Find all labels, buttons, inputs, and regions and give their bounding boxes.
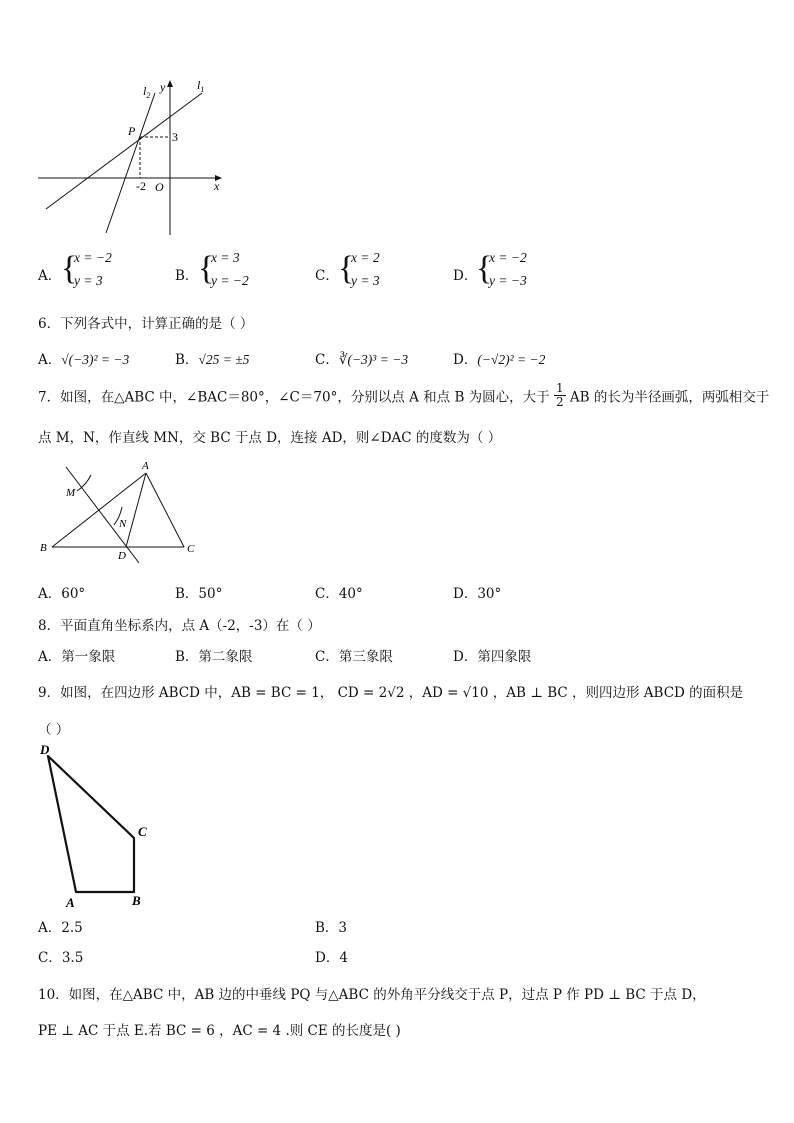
label-D: D [118, 550, 126, 562]
q6-option-d[interactable] [453, 348, 545, 368]
option-text: 第四象限 [477, 649, 532, 665]
q9-option-a[interactable] [38, 916, 83, 936]
equation-x: x = 3 [211, 250, 240, 265]
brace-icon: { [338, 250, 355, 287]
q8-option-a[interactable] [38, 645, 115, 665]
q7-option-b[interactable] [175, 582, 222, 602]
label-C: C [187, 543, 195, 555]
label-B: B [40, 542, 47, 554]
option-letter: A． [38, 920, 62, 936]
option-text: 第二象限 [198, 649, 253, 665]
option-letter: B． [315, 920, 339, 936]
q8-stem: 8．平面直角坐标系内，点 A（-2，-3）在（ ） [38, 618, 321, 634]
option-expr: √(−3)² = −3 [61, 352, 130, 367]
option-letter: C． [315, 649, 339, 665]
q7-option-a[interactable] [38, 582, 85, 602]
q6-option-c[interactable] [315, 348, 408, 368]
q6-stem: 6．下列各式中，计算正确的是（ ） [38, 316, 254, 332]
y-axis-arrow [167, 80, 173, 87]
q7-stem-line1 [38, 382, 769, 409]
option-expr: ∛(−3)³ = −3 [338, 352, 409, 367]
option-text: 40° [338, 586, 363, 602]
label-B: B [132, 893, 141, 908]
q8-option-d[interactable] [453, 645, 531, 665]
option-text: 3 [338, 920, 348, 936]
fraction-half [554, 382, 566, 409]
frac-denominator: 2 [555, 395, 564, 410]
option-letter: C． [315, 268, 339, 284]
label-l2: $l_2$ [143, 84, 151, 100]
q8-option-b[interactable] [175, 645, 252, 665]
label-D: D [40, 742, 50, 757]
q9-option-d[interactable] [315, 946, 348, 966]
option-expr: √25 = ±5 [198, 352, 250, 367]
option-expr: (−√2)² = −2 [477, 352, 546, 367]
figure-quadrilateral-abcd [34, 740, 164, 910]
option-text: 30° [477, 586, 502, 602]
q7-option-d[interactable] [453, 582, 501, 602]
q9-option-c[interactable] [38, 946, 83, 966]
q7-stem-b: AB 的长为半径画弧，两弧相交于 [569, 389, 770, 406]
option-text: 2.5 [61, 920, 83, 936]
brace-icon: { [476, 250, 493, 287]
q6-option-a[interactable] [38, 348, 129, 368]
label-A: A [142, 460, 149, 472]
line-l1 [46, 93, 202, 209]
option-text: 50° [198, 586, 223, 602]
label-M: M [66, 487, 76, 499]
label-C: C [138, 824, 147, 839]
option-text: 4 [339, 950, 348, 966]
q7-stem-line2: 点 M，N，作直线 MN，交 BC 于点 D，连接 AD，则∠DAC 的度数为（ ） [38, 430, 502, 446]
figure-intersecting-lines [30, 75, 230, 245]
option-letter: D． [315, 950, 340, 966]
option-letter: B． [175, 649, 199, 665]
segment-ad [126, 473, 146, 547]
option-text: 3.5 [61, 950, 84, 966]
option-text: 第一象限 [61, 649, 116, 665]
option-letter: D． [453, 268, 478, 284]
arc-m [77, 475, 91, 491]
option-letter: A． [38, 586, 62, 602]
line-l2 [106, 93, 155, 233]
label-3: 3 [172, 130, 178, 144]
frac-numerator: 1 [555, 381, 564, 395]
q9-stem-line1: 9．如图，在四边形 ABCD 中，AB = BC = 1， CD = 2√2 ，AD = √10 ，AB ⊥ BC ，则四边形 ABCD 的面积是 [38, 685, 744, 701]
label-neg2: -2 [136, 179, 146, 193]
line-mn [66, 467, 139, 563]
label-A: A [66, 895, 75, 910]
option-letter: B． [175, 268, 199, 284]
option-letter: C． [38, 950, 62, 966]
option-letter: D． [453, 649, 478, 665]
q10-stem-line2: PE ⊥ AC 于点 E.若 BC = 6 ，AC = 4 .则 CE 的长度是( ) [38, 1023, 401, 1039]
option-letter: D． [453, 352, 478, 368]
brace-icon: { [198, 250, 215, 287]
figure-triangle-perpendicular-bisector [36, 455, 206, 570]
q7-stem-a: 7．如图，在△ABC 中，∠BAC＝80°，∠C＝70°，分别以点 A 和点 B 为圆心，大于 [38, 389, 550, 406]
q10-stem-line1: 10．如图，在△ABC 中，AB 边的中垂线 PQ 与△ABC 的外角平分线交于点 P，过点 P 作 PD ⊥ BC 于点 D， [38, 987, 706, 1003]
equation-x: x = −2 [74, 250, 112, 265]
q9-stem-line2: （ ） [38, 722, 70, 738]
option-text: 60° [61, 586, 86, 602]
option-letter: B． [175, 586, 199, 602]
q6-option-b[interactable] [175, 348, 249, 368]
option-letter: A． [38, 649, 62, 665]
quadrilateral-abcd [48, 756, 134, 892]
label-O: O [155, 180, 164, 194]
label-x: x [214, 179, 220, 193]
equation-x: x = 2 [351, 250, 380, 265]
label-y: y [160, 80, 166, 94]
equation-y: y = 3 [74, 273, 103, 288]
label-N: N [119, 518, 127, 530]
equation-y: y = 3 [351, 273, 380, 288]
equation-y: y = −2 [211, 273, 249, 288]
option-letter: A． [38, 268, 62, 284]
option-letter: D． [453, 586, 478, 602]
option-letter: C． [315, 352, 339, 368]
option-letter: C． [315, 586, 339, 602]
label-l1: $l_1$ [197, 78, 205, 94]
q7-option-c[interactable] [315, 582, 363, 602]
brace-icon: { [61, 250, 78, 287]
q9-option-b[interactable] [315, 916, 347, 936]
label-P: P [128, 124, 136, 138]
option-text: 第三象限 [338, 649, 393, 665]
equation-y: y = −3 [489, 273, 527, 288]
q8-option-c[interactable] [315, 645, 393, 665]
option-letter: B． [175, 352, 199, 368]
equation-x: x = −2 [489, 250, 527, 265]
segment-ac [146, 473, 184, 547]
option-letter: A． [38, 352, 62, 368]
